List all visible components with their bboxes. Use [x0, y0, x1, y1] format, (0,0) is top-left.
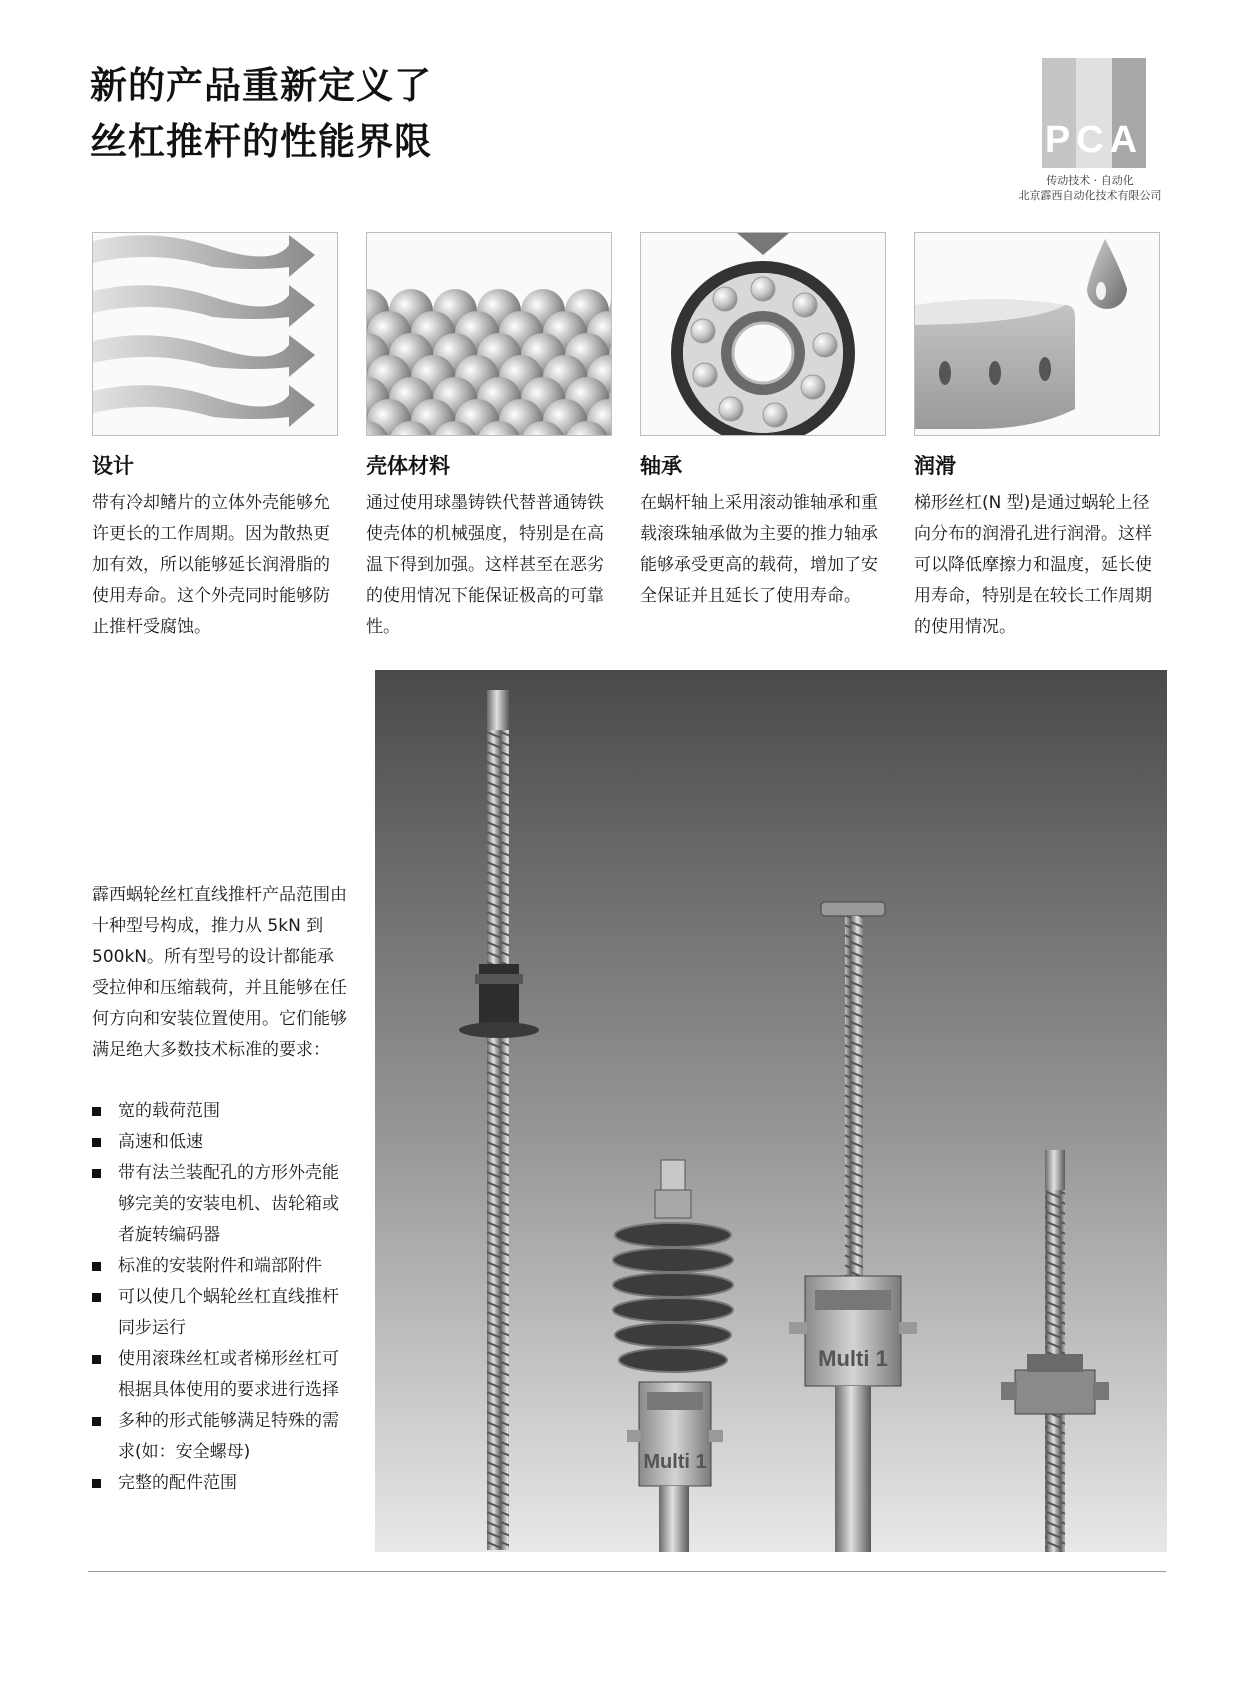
list-item: 宽的载荷范围 [92, 1096, 350, 1127]
title-line-2: 丝杠推杆的性能界限 [90, 120, 432, 163]
bullet-square-icon [92, 1262, 101, 1271]
bullet-square-icon [92, 1417, 101, 1426]
feature-housing-material [366, 452, 618, 643]
bullet-square-icon [92, 1107, 101, 1116]
list-item: 高速和低速 [92, 1127, 350, 1158]
pca-logo [1042, 58, 1146, 168]
feature-title: 设计 [92, 454, 134, 478]
cooling-fins-wave-icon [92, 232, 338, 436]
feature-title: 壳体材料 [366, 454, 450, 478]
product-range-description [92, 880, 350, 1499]
bullet-square-icon [92, 1355, 101, 1364]
bullet-square-icon [92, 1479, 101, 1488]
logo-subtitle [1010, 173, 1170, 203]
housing-label-a: Multi 1 [643, 1451, 707, 1473]
list-item: 完整的配件范围 [92, 1468, 350, 1499]
bullet-square-icon [92, 1169, 101, 1178]
bullet-square-icon [92, 1138, 101, 1147]
feature-description: 在蜗杆轴上采用滚动锥轴承和重载滚珠轴承做为主要的推力轴承能够承受更高的载荷，增加了安全保证并且延长了使用寿命。 [640, 493, 878, 606]
page-title [90, 58, 432, 170]
logo-letters: PCA [1044, 119, 1144, 161]
intro-paragraph: 霹西蜗轮丝杠直线推杆产品范围由十种型号构成，推力从 5kN 到 500kN。所有型号的设计都能承受拉伸和压缩载荷，并且能够在任何方向和安装位置使用。它们能够满足绝大多数技术标准的要求： [92, 885, 347, 1060]
list-item: 带有法兰装配孔的方形外壳能够完美的安装电机、齿轮箱或者旋转编码器 [92, 1158, 350, 1251]
list-item: 可以使几个蜗轮丝杠直线推杆同步运行 [92, 1282, 350, 1344]
feature-lubrication [914, 452, 1166, 643]
feature-design [92, 452, 344, 643]
feature-description: 带有冷却鳍片的立体外壳能够允许更长的工作周期。因为散热更加有效，所以能够延长润滑脂的使用寿命。这个外壳同时能够防止推杆受腐蚀。 [92, 493, 330, 637]
bullet-square-icon [92, 1293, 101, 1302]
feature-bullet-list [92, 1096, 350, 1499]
logo-subtitle-line-1: 传动技术 · 自动化 [1046, 174, 1134, 187]
list-item: 标准的安装附件和端部附件 [92, 1251, 350, 1282]
product-photo [375, 670, 1167, 1552]
title-line-1: 新的产品重新定义了 [90, 64, 432, 107]
list-item: 使用滚珠丝杠或者梯形丝杠可根据具体使用的要求进行选择 [92, 1344, 350, 1406]
feature-title: 轴承 [640, 454, 682, 478]
lubrication-drop-icon [914, 232, 1160, 436]
list-item: 多种的形式能够满足特殊的需求(如：安全螺母) [92, 1406, 350, 1468]
feature-description: 梯形丝杠(N 型)是通过蜗轮上径向分布的润滑孔进行润滑。这样可以降低摩擦力和温度，延长使用寿命，特别是在较长工作周期的使用情况。 [914, 493, 1152, 637]
cast-iron-spheres-icon [366, 232, 612, 436]
feature-description: 通过使用球墨铸铁代替普通铸铁使壳体的机械强度，特别是在高温下得到加强。这样甚至在恶劣的使用情况下能保证极高的可靠性。 [366, 493, 604, 637]
housing-label-b: Multi 1 [818, 1346, 888, 1371]
logo-subtitle-line-2: 北京霹西自动化技术有限公司 [1018, 189, 1162, 202]
footer-divider [88, 1571, 1166, 1572]
feature-title: 润滑 [914, 454, 956, 478]
ball-bearing-icon [640, 232, 886, 436]
feature-bearing [640, 452, 892, 612]
